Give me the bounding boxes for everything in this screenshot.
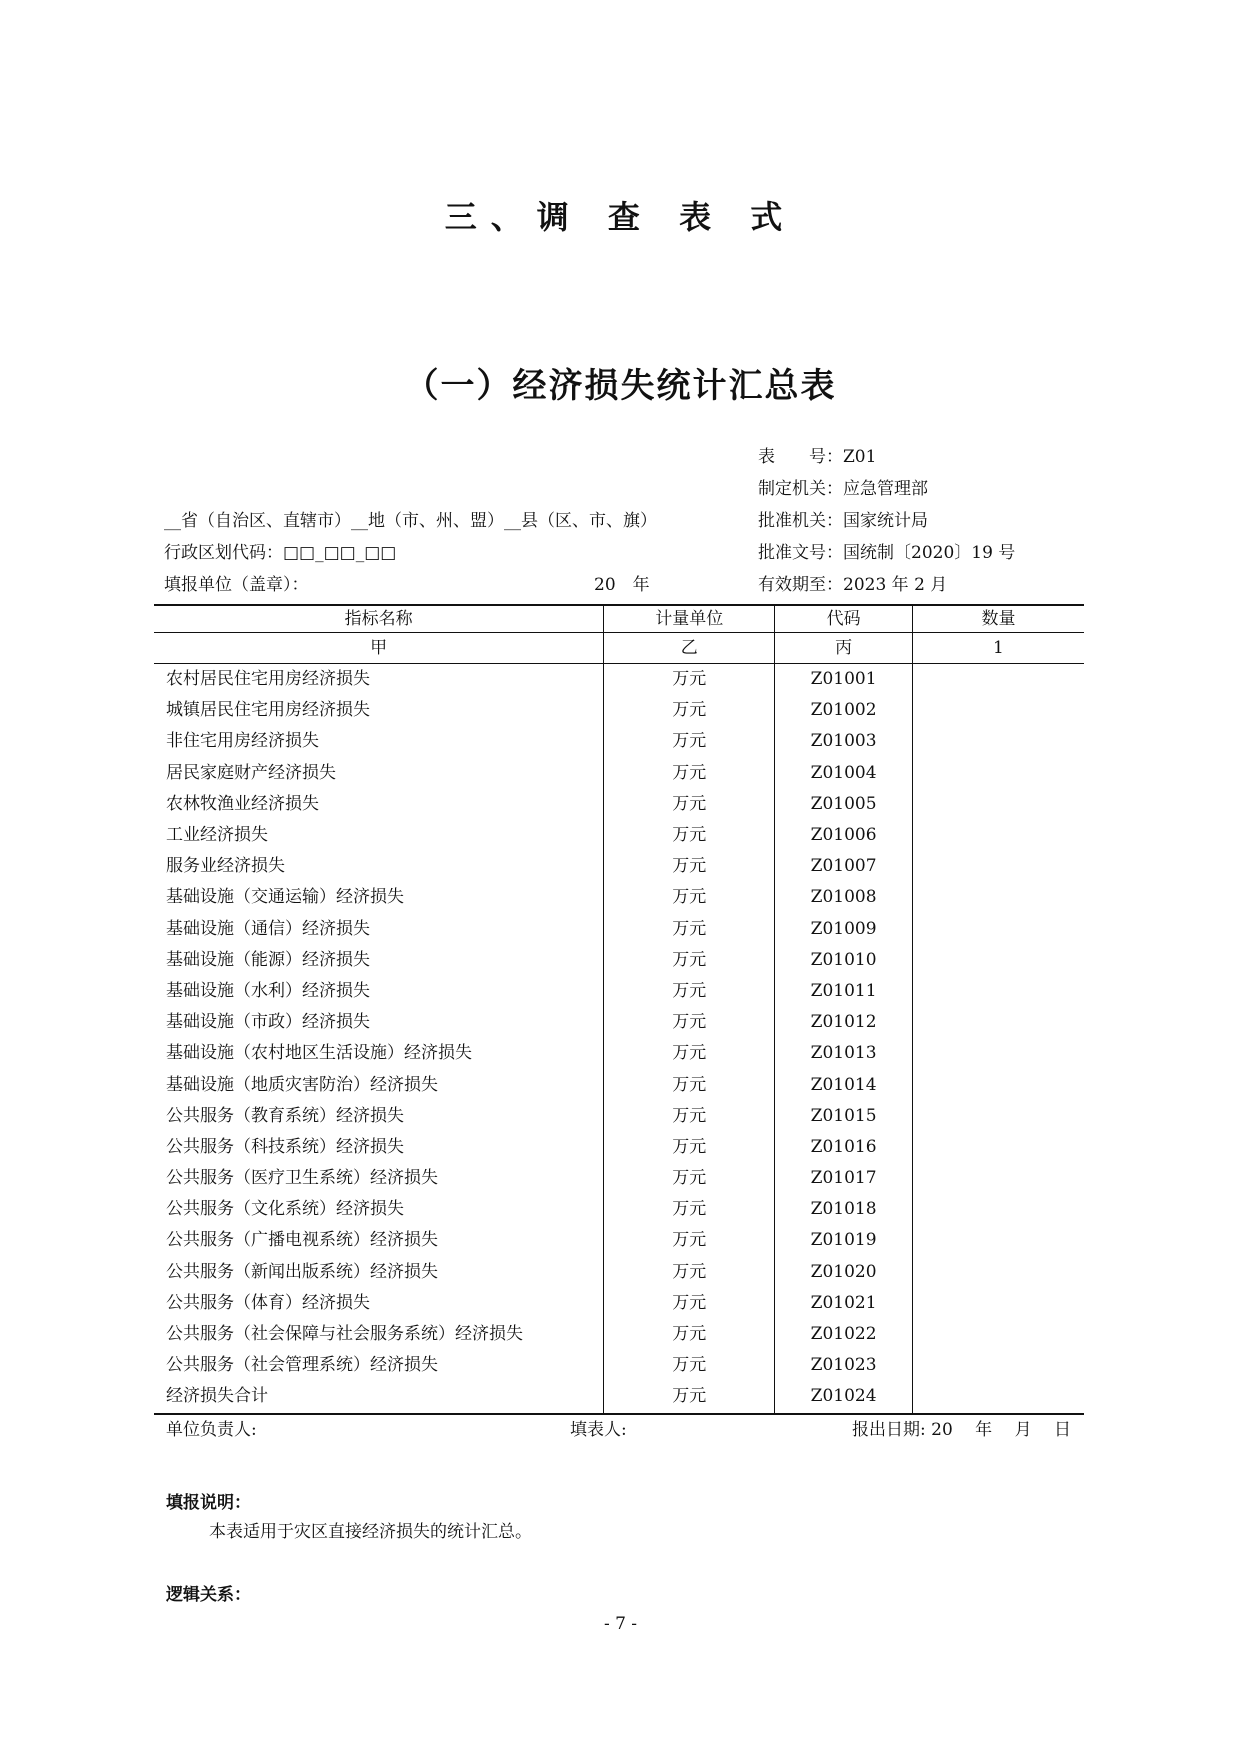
unit-cell: 万元: [604, 1101, 775, 1132]
code-cell: Z01010: [775, 945, 913, 976]
unit-cell: 万元: [604, 882, 775, 913]
unit-cell: 万元: [604, 976, 775, 1007]
table-row: [154, 789, 1084, 820]
quantity-cell: [912, 1069, 1084, 1100]
indicator-name: 基础设施（农村地区生活设施）经济损失: [154, 1038, 604, 1069]
indicator-name: 公共服务（社会保障与社会服务系统）经济损失: [154, 1319, 604, 1350]
indicator-name: 公共服务（科技系统）经济损失: [154, 1132, 604, 1163]
quantity-cell: [912, 695, 1084, 726]
table-row: [154, 1038, 1084, 1069]
table-title: （一）经济损失统计汇总表: [404, 366, 837, 406]
code-cell: Z01021: [775, 1288, 913, 1319]
indicator-name: 公共服务（新闻出版系统）经济损失: [154, 1257, 604, 1288]
quantity-cell: [912, 1101, 1084, 1132]
admin-code: 行政区划代码：□□_□□_□□: [164, 543, 397, 563]
unit-cell: 万元: [604, 945, 775, 976]
table-row: [154, 1288, 1084, 1319]
issuing-authority: 制定机关：应急管理部: [758, 479, 928, 499]
unit-cell: 万元: [604, 820, 775, 851]
table-header-row: [154, 605, 1084, 633]
unit-cell: 万元: [604, 1225, 775, 1256]
unit-cell: 万元: [604, 664, 775, 696]
quantity-cell: [912, 758, 1084, 789]
table-row: [154, 820, 1084, 851]
unit-cell: 万元: [604, 758, 775, 789]
code-cell: Z01016: [775, 1132, 913, 1163]
table-number: 表 号：Z01: [758, 447, 877, 467]
subheader-one: 1: [912, 633, 1084, 664]
report-year: 20 年: [594, 575, 650, 595]
code-cell: Z01008: [775, 882, 913, 913]
quantity-cell: [912, 851, 1084, 882]
col-header-unit: 计量单位: [604, 605, 775, 633]
approval-document: 批准文号：国统制〔2020〕19 号: [758, 543, 1016, 563]
indicator-name: 城镇居民住宅用房经济损失: [154, 695, 604, 726]
quantity-cell: [912, 1132, 1084, 1163]
section-title: 三、调 查 表 式: [444, 198, 797, 236]
quantity-cell: [912, 1225, 1084, 1256]
unit-cell: 万元: [604, 1319, 775, 1350]
indicator-name: 公共服务（文化系统）经济损失: [154, 1194, 604, 1225]
quantity-cell: [912, 1381, 1084, 1413]
table-row: [154, 1007, 1084, 1038]
indicator-name: 基础设施（通信）经济损失: [154, 914, 604, 945]
subheader-yi: 乙: [604, 633, 775, 664]
unit-head-signature: 单位负责人:: [166, 1420, 257, 1440]
code-cell: Z01022: [775, 1319, 913, 1350]
code-cell: Z01017: [775, 1163, 913, 1194]
unit-cell: 万元: [604, 1194, 775, 1225]
filler-signature: 填表人:: [570, 1420, 627, 1440]
code-cell: Z01007: [775, 851, 913, 882]
indicator-name: 农村居民住宅用房经济损失: [154, 664, 604, 696]
unit-cell: 万元: [604, 695, 775, 726]
code-cell: Z01023: [775, 1350, 913, 1381]
indicator-name: 基础设施（能源）经济损失: [154, 945, 604, 976]
indicator-name: 基础设施（地质灾害防治）经济损失: [154, 1069, 604, 1100]
indicator-name: 工业经济损失: [154, 820, 604, 851]
quantity-cell: [912, 726, 1084, 757]
loss-summary-table: [154, 604, 1084, 1415]
quantity-cell: [912, 1038, 1084, 1069]
code-cell: Z01009: [775, 914, 913, 945]
quantity-cell: [912, 1194, 1084, 1225]
unit-cell: 万元: [604, 1381, 775, 1413]
quantity-cell: [912, 1257, 1084, 1288]
indicator-name: 公共服务（医疗卫生系统）经济损失: [154, 1163, 604, 1194]
table-row: [154, 1101, 1084, 1132]
code-cell: Z01012: [775, 1007, 913, 1038]
quantity-cell: [912, 945, 1084, 976]
indicator-name: 基础设施（水利）经济损失: [154, 976, 604, 1007]
table-row: [154, 664, 1084, 696]
reporting-unit: 填报单位（盖章）：: [164, 575, 309, 595]
subheader-jia: 甲: [154, 633, 604, 664]
col-header-quantity: 数量: [912, 605, 1084, 633]
approving-authority: 批准机关：国家统计局: [758, 511, 928, 531]
table-row: [154, 1381, 1084, 1413]
logic-relations-heading: 逻辑关系：: [166, 1585, 251, 1605]
code-cell: Z01006: [775, 820, 913, 851]
code-cell: Z01001: [775, 664, 913, 696]
code-cell: Z01024: [775, 1381, 913, 1413]
quantity-cell: [912, 789, 1084, 820]
quantity-cell: [912, 1319, 1084, 1350]
indicator-name: 公共服务（教育系统）经济损失: [154, 1101, 604, 1132]
indicator-name: 公共服务（社会管理系统）经济损失: [154, 1350, 604, 1381]
code-cell: Z01005: [775, 789, 913, 820]
unit-cell: 万元: [604, 1069, 775, 1100]
unit-cell: 万元: [604, 1163, 775, 1194]
fill-instructions-heading: 填报说明：: [166, 1493, 251, 1513]
indicator-name: 公共服务（广播电视系统）经济损失: [154, 1225, 604, 1256]
unit-cell: 万元: [604, 1132, 775, 1163]
indicator-name: 经济损失合计: [154, 1381, 604, 1413]
table-row: [154, 1069, 1084, 1100]
indicator-name: 居民家庭财产经济损失: [154, 758, 604, 789]
fill-instructions-text: 本表适用于灾区直接经济损失的统计汇总。: [209, 1522, 532, 1542]
table-row: [154, 1194, 1084, 1225]
table-row: [154, 1163, 1084, 1194]
table-row: [154, 1350, 1084, 1381]
quantity-cell: [912, 1350, 1084, 1381]
quantity-cell: [912, 1288, 1084, 1319]
table-row: [154, 945, 1084, 976]
quantity-cell: [912, 1007, 1084, 1038]
unit-cell: 万元: [604, 789, 775, 820]
indicator-name: 基础设施（市政）经济损失: [154, 1007, 604, 1038]
quantity-cell: [912, 1163, 1084, 1194]
table-row: [154, 726, 1084, 757]
report-date: 报出日期: 20 年 月 日: [852, 1420, 1071, 1440]
table-subheader-row: [154, 633, 1084, 664]
col-header-indicator: 指标名称: [154, 605, 604, 633]
indicator-name: 公共服务（体育）经济损失: [154, 1288, 604, 1319]
table-row: [154, 758, 1084, 789]
code-cell: Z01019: [775, 1225, 913, 1256]
unit-cell: 万元: [604, 726, 775, 757]
code-cell: Z01015: [775, 1101, 913, 1132]
table-row: [154, 1257, 1084, 1288]
code-cell: Z01011: [775, 976, 913, 1007]
code-cell: Z01013: [775, 1038, 913, 1069]
table-row: [154, 1132, 1084, 1163]
table-row: [154, 695, 1084, 726]
quantity-cell: [912, 664, 1084, 696]
quantity-cell: [912, 882, 1084, 913]
region-line: __省（自治区、直辖市）__地（市、州、盟）__县（区、市、旗）: [164, 511, 657, 531]
subheader-bing: 丙: [775, 633, 913, 664]
indicator-name: 基础设施（交通运输）经济损失: [154, 882, 604, 913]
table-row: [154, 1319, 1084, 1350]
valid-until: 有效期至：2023 年 2 月: [758, 575, 948, 595]
code-cell: Z01014: [775, 1069, 913, 1100]
unit-cell: 万元: [604, 1038, 775, 1069]
code-cell: Z01018: [775, 1194, 913, 1225]
table-row: [154, 882, 1084, 913]
unit-cell: 万元: [604, 1007, 775, 1038]
quantity-cell: [912, 914, 1084, 945]
code-cell: Z01003: [775, 726, 913, 757]
col-header-code: 代码: [775, 605, 913, 633]
table-row: [154, 851, 1084, 882]
code-cell: Z01020: [775, 1257, 913, 1288]
page-number: - 7 -: [603, 1614, 638, 1634]
table-row: [154, 976, 1084, 1007]
unit-cell: 万元: [604, 1350, 775, 1381]
indicator-name: 服务业经济损失: [154, 851, 604, 882]
table-row: [154, 1225, 1084, 1256]
indicator-name: 非住宅用房经济损失: [154, 726, 604, 757]
unit-cell: 万元: [604, 1257, 775, 1288]
unit-cell: 万元: [604, 914, 775, 945]
quantity-cell: [912, 976, 1084, 1007]
code-cell: Z01004: [775, 758, 913, 789]
table-row: [154, 914, 1084, 945]
quantity-cell: [912, 820, 1084, 851]
indicator-name: 农林牧渔业经济损失: [154, 789, 604, 820]
unit-cell: 万元: [604, 851, 775, 882]
code-cell: Z01002: [775, 695, 913, 726]
unit-cell: 万元: [604, 1288, 775, 1319]
